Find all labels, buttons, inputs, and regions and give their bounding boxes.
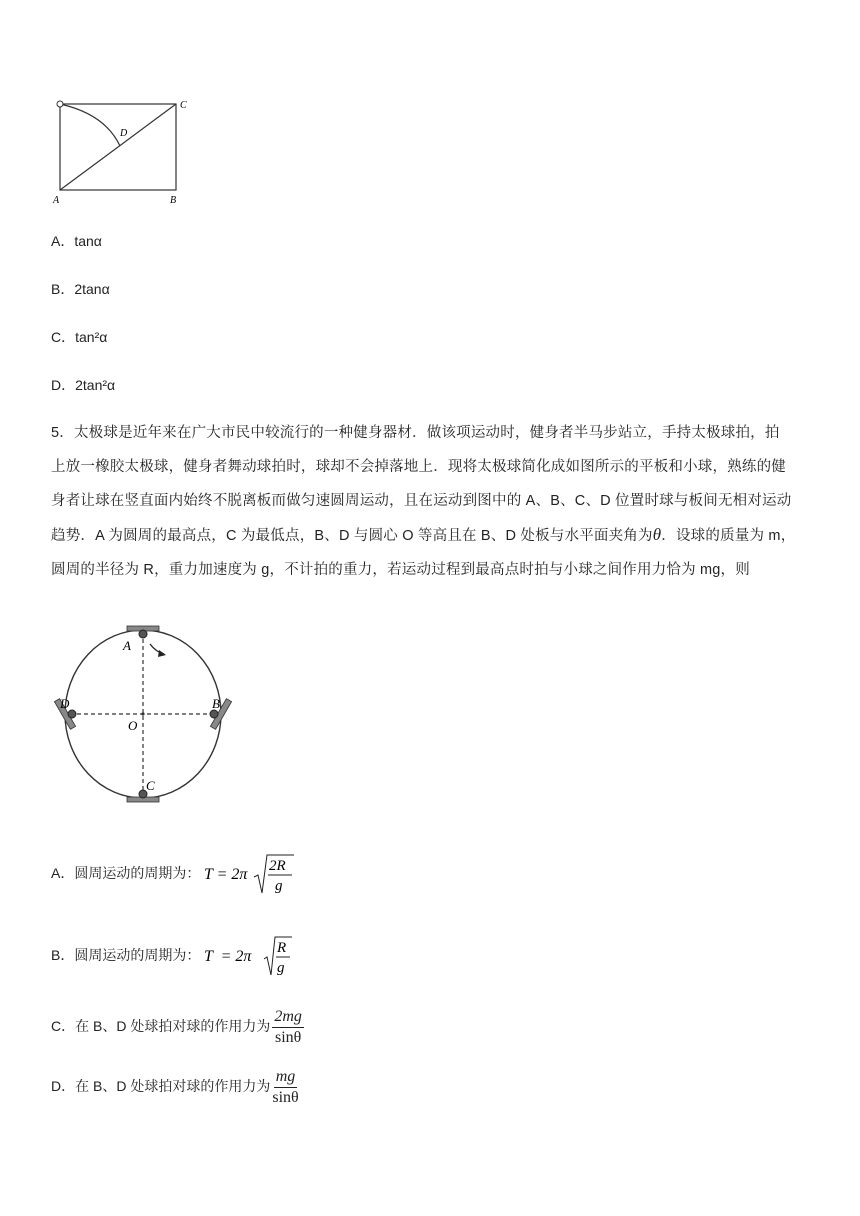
fraction-numerator: mg [274, 1068, 298, 1088]
force-fraction-c [272, 1008, 304, 1047]
q5-line-4-tail: ．设球的质量为 m， [661, 528, 796, 544]
formula-lhs: T = 2π [204, 948, 252, 966]
option-text: 2tan²α [75, 377, 116, 393]
label-d: D [120, 128, 128, 139]
period-formula-b [204, 933, 296, 979]
option-text: 圆周运动的周期为： [74, 947, 201, 963]
root-numerator: 2R [269, 858, 286, 875]
center-o [141, 712, 144, 715]
option-text: 在 B、D 处球拍对球的作用力为 [75, 1078, 271, 1094]
fraction-numerator: 2mg [272, 1008, 304, 1028]
q5-line-4 [51, 518, 811, 553]
label-c: C [146, 778, 155, 793]
q4-option-c [51, 327, 107, 347]
root-numerator: R [277, 940, 287, 957]
q5-line-3: 身者让球在竖直面内始终不脱离板而做匀速圆周运动，且在运动到图中的 A、B、C、D 位置时球与板间无相对运动 [51, 493, 792, 509]
option-letter: D． [51, 1078, 76, 1094]
label-a: A [123, 638, 131, 653]
q5-option-d [51, 1066, 299, 1107]
option-letter: B． [51, 947, 75, 963]
period-formula-a [204, 851, 296, 897]
fraction-denominator: sinθ [272, 1088, 299, 1106]
label-b: B [212, 696, 220, 711]
q5-line-2: 上放一橡胶太极球，健身者舞动球拍时，球却不会掉落地上．现将太极球简化成如图所示的平板和小球，熟练的健 [51, 459, 786, 475]
force-fraction-d [272, 1068, 298, 1107]
option-text: tan²α [75, 329, 108, 345]
formula-lhs: T = 2π [204, 866, 248, 884]
ball-b [210, 710, 218, 718]
ball-d [68, 710, 76, 718]
option-letter: B． [51, 281, 75, 297]
label-b: B [170, 195, 177, 206]
ball-a [139, 630, 147, 638]
q5-option-b [51, 932, 296, 979]
label-c: C [180, 100, 187, 111]
option-letter: C． [51, 329, 76, 345]
q5-option-c [51, 1006, 304, 1047]
option-text: 圆周运动的周期为： [74, 865, 201, 881]
option-letter: D． [51, 377, 76, 393]
q5-line-5: 圆周的半径为 R，重力加速度为 g，不计拍的重力，若运动过程到最高点时拍与小球之间作用力恰为 mg，则 [51, 562, 750, 578]
point-o [57, 101, 63, 107]
root-denominator: g [275, 878, 283, 895]
q5-stem [51, 416, 811, 587]
option-letter: C． [51, 1018, 76, 1034]
q5-option-a [51, 850, 296, 897]
label-a: A [53, 195, 60, 206]
option-letter: A． [51, 233, 75, 249]
diagonal-ac [60, 104, 176, 190]
label-o: O [128, 718, 138, 733]
option-text: tanα [74, 233, 102, 249]
q4-option-a [51, 231, 102, 251]
option-text: 2tanα [74, 281, 110, 297]
figure-circle-diagram [50, 622, 240, 808]
figure-rectangle-diagram [50, 96, 200, 208]
q5-line-1: 5．太极球是近年来在广大市民中较流行的一种健身器材．做该项运动时，健身者半马步站立，手持太极球拍，拍 [51, 425, 780, 441]
label-d: D [60, 696, 70, 711]
root-denominator: g [277, 960, 285, 977]
q4-option-b [51, 279, 110, 299]
q5-line-4-text: 趋势．A 为圆周的最高点，C 为最低点，B、D 与圆心 O 等高且在 B、D 处板与水平面夹角为 [51, 528, 653, 544]
arc-od [60, 104, 120, 146]
option-letter: A． [51, 865, 75, 881]
option-text: 在 B、D 处球拍对球的作用力为 [75, 1018, 271, 1034]
q4-option-d [51, 375, 115, 395]
fraction-denominator: sinθ [274, 1028, 302, 1046]
theta-symbol: θ [652, 525, 662, 544]
arrow-head [158, 650, 166, 657]
